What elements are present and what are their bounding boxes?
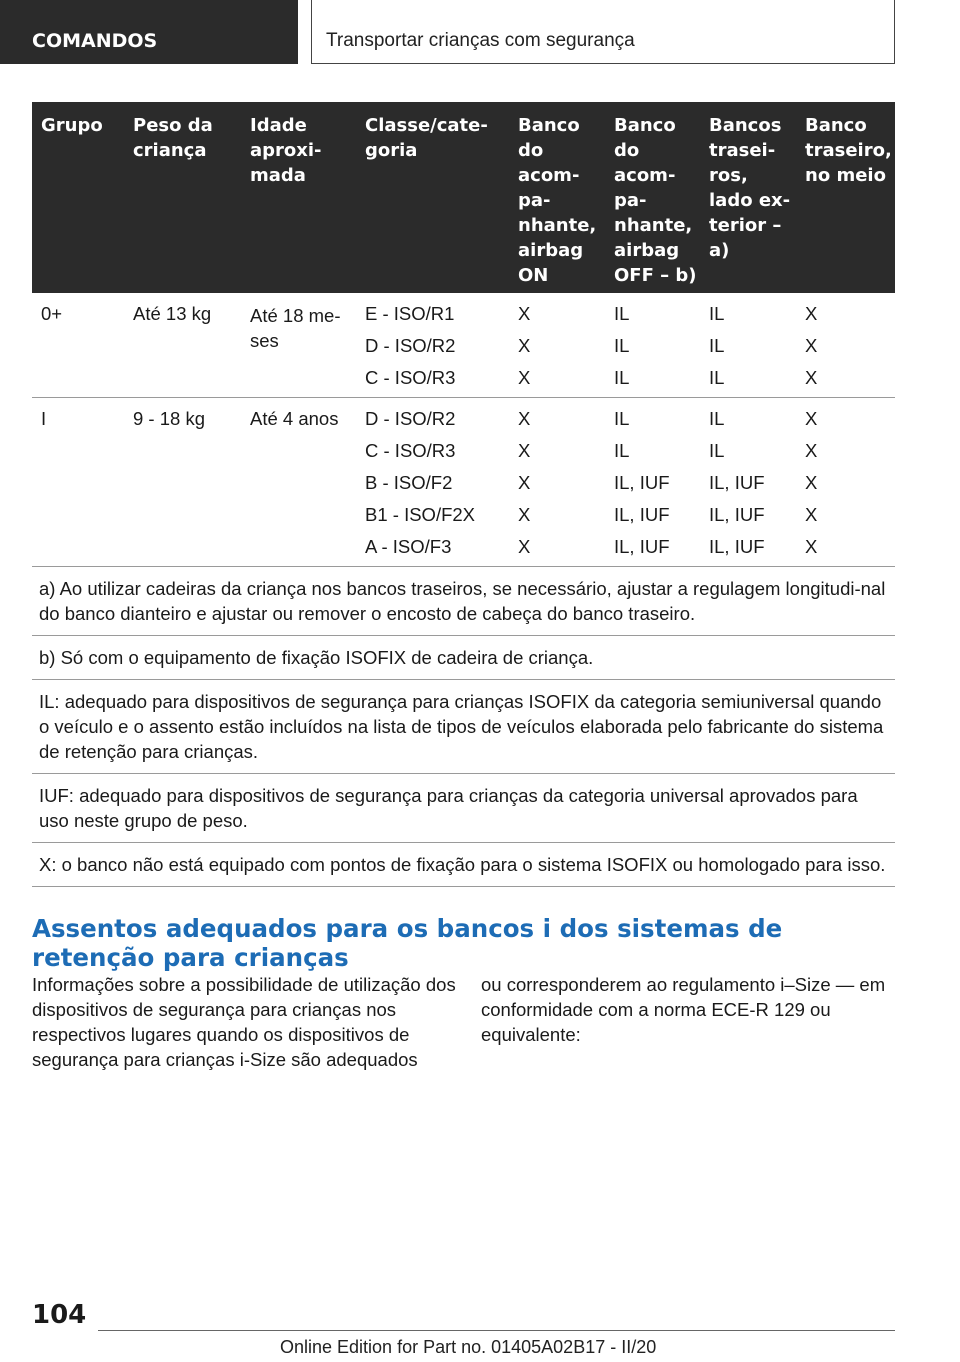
table-row [32, 398, 895, 567]
airbag-off-value: IL [614, 335, 630, 356]
airbag-on-value: X [518, 408, 531, 429]
table-note-a: a) Ao utilizar cadeiras da criança nos bancos traseiros, se necessário, ajustar a regulagem longitudi-nal do banco dianteiro e ajustar ou remover o encosto de cabeça do banco traseiro. [32, 567, 895, 636]
class-value: A - ISO/F3 [365, 536, 452, 557]
airbag-off-value: IL [614, 440, 630, 461]
class-value: E - ISO/R1 [365, 303, 455, 324]
col-header-age: Idade aproxi- mada [250, 115, 322, 186]
class-value: C - ISO/R3 [365, 440, 456, 461]
rear-middle-value: X [805, 440, 818, 461]
class-value: D - ISO/R2 [365, 408, 456, 429]
airbag-off-value: IL [614, 408, 630, 429]
airbag-off-value: IL [614, 367, 630, 388]
col-header-weight: Peso da criança [133, 115, 213, 161]
table-header-row [32, 102, 895, 293]
airbag-off-value: IL, IUF [614, 504, 670, 525]
airbag-on-value: X [518, 536, 531, 557]
rear-outer-value: IL [709, 335, 725, 356]
table-row [32, 293, 895, 398]
airbag-off-value: IL [614, 303, 630, 324]
cell-rear-outer [709, 303, 724, 399]
col-header-group: Grupo [41, 115, 103, 136]
cell-group: 0+ [41, 303, 63, 324]
col-header-rear-middle: Banco traseiro, no meio [805, 115, 892, 186]
rear-outer-value: IL [709, 440, 725, 461]
class-value: B - ISO/F2 [365, 472, 453, 493]
cell-airbag-on [518, 408, 530, 568]
cell-weight: 9 - 18 kg [133, 408, 205, 429]
cell-rear-middle [805, 408, 817, 568]
airbag-off-value: IL, IUF [614, 472, 670, 493]
cell-airbag-off [614, 303, 629, 399]
cell-rear-outer [709, 408, 765, 568]
header-chapter-title: Transportar crianças com segurança [311, 0, 895, 64]
table-note-x: X: o banco não está equipado com pontos de fixação para o sistema ISOFIX ou homologado para isso. [32, 843, 895, 887]
rear-middle-value: X [805, 303, 818, 324]
table-note-il: IL: adequado para dispositivos de segurança para crianças ISOFIX da categoria semiuniversal quando o veículo e o assento estão incluídos na lista de tipos de veículos elaborada pelo fabricante do sistema de retenção para crianças. [32, 680, 895, 774]
edition-note: Online Edition for Part no. 01405A02B17 - II/20 [280, 1337, 657, 1357]
cell-rear-middle [805, 303, 817, 399]
table-note-b: b) Só com o equipamento de fixação ISOFIX de cadeira de criança. [32, 636, 895, 680]
class-value: D - ISO/R2 [365, 335, 456, 356]
class-value: C - ISO/R3 [365, 367, 456, 388]
rear-middle-value: X [805, 504, 818, 525]
col-header-class: Classe/cate- goria [365, 115, 488, 161]
rear-middle-value: X [805, 367, 818, 388]
col-header-airbag-on: Banco do acom- pa- nhante, airbag ON [518, 115, 597, 286]
footer-divider [98, 1330, 895, 1331]
airbag-on-value: X [518, 367, 531, 388]
airbag-on-value: X [518, 440, 531, 461]
table-note-iuf: IUF: adequado para dispositivos de segurança para crianças da categoria universal aprovados para uso neste grupo de peso. [32, 774, 895, 843]
col-header-rear-outer: Bancos trasei- ros, lado ex- terior – a) [709, 115, 791, 261]
airbag-on-value: X [518, 335, 531, 356]
header-section-label: COMANDOS [0, 0, 298, 64]
cell-group: I [41, 408, 47, 429]
airbag-on-value: X [518, 472, 531, 493]
section-body-right: ou corresponderem ao regulamento i–Size — em conformidade com a norma ECE-R 129 ou equivalente: [481, 974, 886, 1045]
rear-outer-value: IL, IUF [709, 536, 765, 557]
airbag-on-value: X [518, 303, 531, 324]
cell-age: Até 4 anos [250, 408, 339, 429]
rear-middle-value: X [805, 536, 818, 557]
airbag-on-value: X [518, 504, 531, 525]
rear-outer-value: IL, IUF [709, 472, 765, 493]
section-title: Assentos adequados para os bancos i dos sistemas de retenção para crianças [32, 914, 783, 972]
cell-airbag-off [614, 408, 670, 568]
cell-classes [365, 303, 455, 399]
rear-outer-value: IL [709, 367, 725, 388]
class-value: B1 - ISO/F2X [365, 504, 476, 525]
airbag-off-value: IL, IUF [614, 536, 670, 557]
cell-classes [365, 408, 475, 568]
rear-outer-value: IL [709, 303, 725, 324]
cell-weight: Até 13 kg [133, 303, 212, 324]
page-number: 104 [32, 1300, 87, 1330]
rear-middle-value: X [805, 335, 818, 356]
rear-middle-value: X [805, 472, 818, 493]
col-header-airbag-off: Banco do acom- pa- nhante, airbag OFF – b) [614, 115, 697, 286]
cell-age: Até 18 me- ses [250, 305, 341, 351]
cell-airbag-on [518, 303, 530, 399]
rear-middle-value: X [805, 408, 818, 429]
rear-outer-value: IL [709, 408, 725, 429]
section-body-left: Informações sobre a possibilidade de utilização dos dispositivos de segurança para crianças nos respectivos lugares quando os dispositivos de segurança para crianças i-Size são adequados [32, 974, 456, 1070]
child-seat-table [32, 102, 895, 887]
rear-outer-value: IL, IUF [709, 504, 765, 525]
